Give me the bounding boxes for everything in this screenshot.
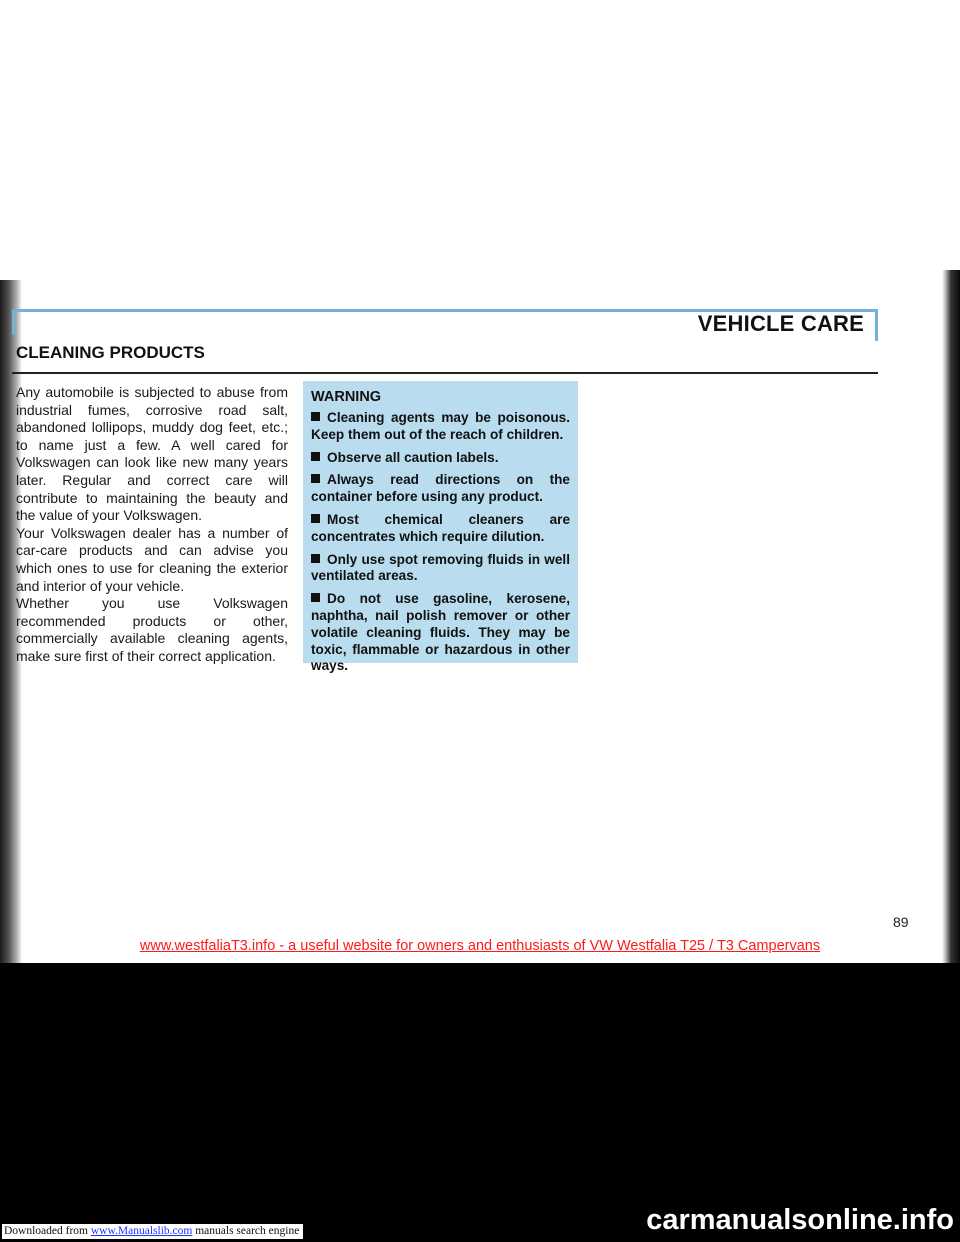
chapter-title: VEHICLE CARE	[697, 311, 864, 336]
warning-item	[311, 591, 570, 675]
warning-item-text: Most chemical cleaners are concentrates which require dilution.	[311, 511, 570, 544]
header-right-tick	[875, 309, 878, 341]
body-paragraph: Your Volkswagen dealer has a number of car-care products and can advise you which ones to use for cleaning the exterior and interior of your vehicle.	[16, 524, 288, 594]
warning-item-text: Do not use gasoline, kerosene, naphtha, nail polish remover or other volatile cleaning fluids. They may be toxic, flammable or hazardous in other ways.	[311, 591, 570, 674]
header-left-tick	[12, 309, 15, 335]
warning-item-text: Observe all caution labels.	[327, 449, 499, 465]
warning-item-text: Cleaning agents may be poisonous. Keep them out of the reach of children.	[311, 410, 570, 442]
footer-prefix: Downloaded from	[4, 1225, 91, 1237]
bullet-icon	[311, 412, 320, 421]
warning-box	[303, 381, 578, 674]
watermark-logo: carmanualsonline.info	[646, 1204, 954, 1236]
scan-background	[0, 963, 960, 1242]
warning-item-text: Only use spot removing fluids in well ventilated areas.	[311, 551, 570, 584]
section-rule	[12, 372, 878, 374]
warning-item-text: Always read directions on the container before using any product.	[311, 472, 570, 505]
download-footer	[2, 1224, 303, 1239]
warning-item	[311, 410, 570, 444]
warning-item	[311, 512, 570, 546]
manualslib-link[interactable]: www.Manualslib.com	[90, 1225, 193, 1237]
body-paragraph: Any automobile is subjected to abuse from industrial fumes, corrosive road salt, abandoned lollipops, muddy dog feet, etc.; to name just a few. A well cared for Volkswagen can look like new many years later. Regular and correct care will contribute to maintaining the beauty and the value of your Volkswagen.	[16, 384, 288, 524]
body-text	[16, 384, 288, 666]
bullet-icon	[311, 514, 320, 523]
footer-suffix: manuals search engine	[192, 1225, 300, 1237]
website-banner-link[interactable]: www.westfaliaT3.info - a useful website for owners and enthusiasts of VW Westfalia T25 / T3 Campervans	[139, 938, 821, 954]
section-title: CLEANING PRODUCTS	[16, 343, 205, 362]
bullet-icon	[311, 554, 320, 563]
page-number: 89	[893, 914, 909, 930]
warning-item	[311, 450, 570, 467]
bullet-icon	[311, 452, 320, 461]
bullet-icon	[311, 474, 320, 483]
warning-item	[311, 472, 570, 506]
body-paragraph: Whether you use Volkswagen recommended products or other, commercially available cleaning agents, make sure first of their correct application.	[16, 595, 288, 664]
warning-item	[311, 552, 570, 586]
warning-title: WARNING	[311, 389, 382, 405]
bullet-icon	[311, 593, 320, 602]
header-band	[12, 305, 878, 341]
page-edge-shadow	[942, 270, 960, 970]
